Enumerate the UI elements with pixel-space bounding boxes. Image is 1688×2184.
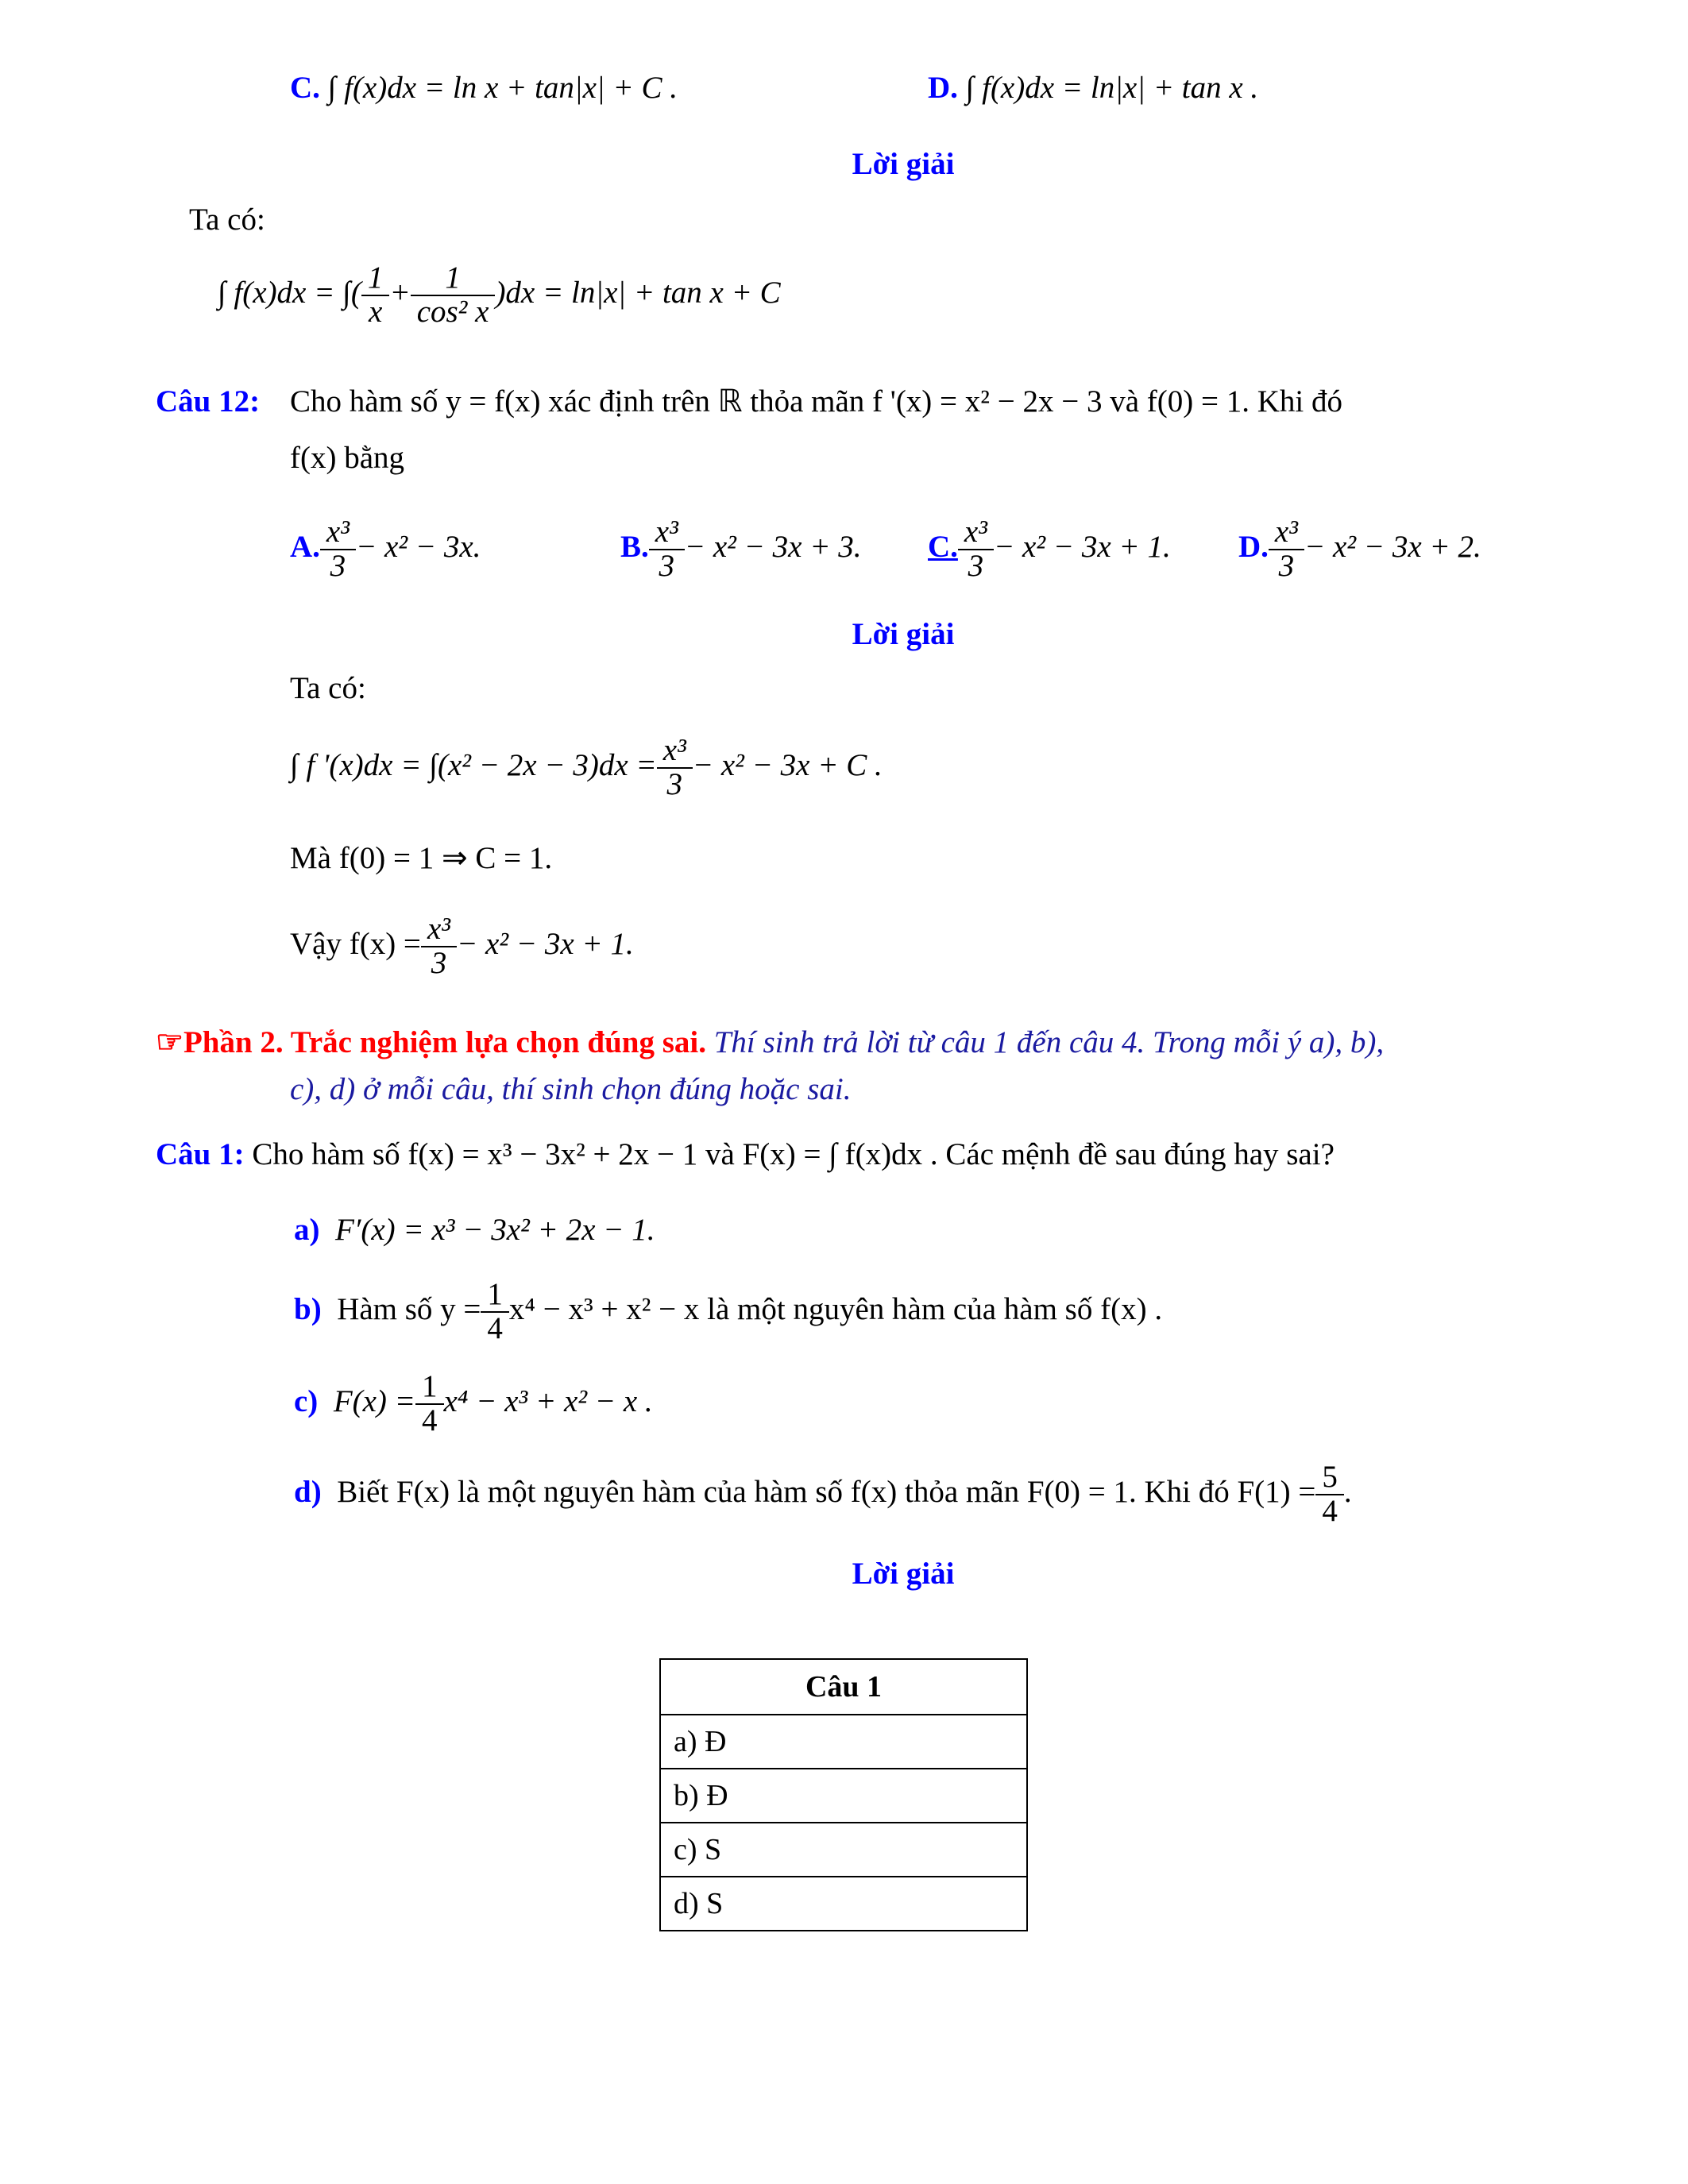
statement-c (294, 1371, 653, 1437)
option-label: B. (620, 529, 649, 564)
solution-equation (218, 262, 781, 329)
statement-text: Biết F(x) là một nguyên hàm của hàm số f(x) thỏa mãn F(0) = 1. Khi đó F(1) = (337, 1474, 1316, 1509)
plus-sign: + (389, 275, 411, 310)
option-c-correct (928, 516, 1171, 583)
statement-text: x⁴ − x³ + x² − x là một nguyên hàm của hàm số f(x) . (508, 1291, 1163, 1326)
table-header: Câu 1 (660, 1659, 1027, 1715)
denominator: 3 (657, 767, 693, 801)
numerator: 1 (445, 260, 461, 295)
solution-heading: Lời giải (852, 147, 955, 181)
numerator: x³ (326, 515, 350, 549)
fraction (365, 262, 387, 329)
solution-intro: Ta có: (290, 671, 366, 705)
equation-lhs: ∫ f '(x)dx = ∫(x² − 2x − 3)dx = (290, 747, 657, 782)
denominator: cos² x (411, 295, 496, 329)
pointing-hand-icon: ☞ (156, 1025, 183, 1059)
numerator: x³ (427, 912, 450, 946)
statement-label: d) (294, 1474, 322, 1509)
part-title: Phần 2. Trắc nghiệm lựa chọn đúng sai. (183, 1025, 706, 1059)
denominator: 3 (958, 549, 994, 583)
option-expression: ∫ f(x)dx = ln x + tan|x| + C . (327, 71, 678, 105)
statement-text: F(x) = (333, 1383, 415, 1418)
option-d (1238, 516, 1481, 583)
solution-line-2: Mà f(0) = 1 ⇒ C = 1. (290, 841, 553, 875)
denominator: 3 (649, 549, 685, 583)
option-expression: ∫ f(x)dx = ln|x| + tan x . (965, 71, 1259, 105)
option-a (290, 516, 481, 583)
numerator: x³ (1274, 515, 1298, 549)
numerator: 1 (367, 260, 384, 295)
option-d (928, 70, 1258, 107)
table-row (660, 1769, 1027, 1823)
part-instructions: Thí sinh trả lời từ câu 1 đến câu 4. Trong mỗi ý a), b), (713, 1025, 1385, 1059)
question-12-text-2: f(x) bằng (290, 441, 405, 475)
solution-heading: Lời giải (852, 1557, 955, 1591)
option-b (620, 516, 862, 583)
denominator: x (361, 295, 390, 329)
statement-a (294, 1212, 655, 1249)
option-label: C. (290, 71, 320, 105)
table-cell: c) S (660, 1823, 1027, 1877)
equation-lhs: ∫ f(x)dx = ∫( (218, 275, 361, 310)
part-2-heading (156, 1024, 1384, 1062)
statement-text: Hàm số y = (337, 1291, 481, 1326)
fraction (414, 262, 492, 329)
denominator: 3 (1269, 549, 1304, 583)
statement-label: c) (294, 1383, 319, 1418)
question-12 (156, 384, 260, 421)
question-text: Cho hàm số f(x) = x³ − 3x² + 2x − 1 và F(x) = ∫ f(x)dx . Các mệnh đề sau đúng hay sai? (252, 1137, 1335, 1171)
question-12-text: Cho hàm số y = f(x) xác định trên ℝ thỏa mãn f '(x) = x² − 2x − 3 và f(0) = 1. Khi đó (290, 384, 1342, 419)
option-label: D. (1238, 529, 1269, 564)
question-label: Câu 12: (156, 384, 261, 419)
option-c (290, 70, 678, 107)
option-label: D. (928, 71, 958, 105)
statement-label: b) (294, 1291, 322, 1326)
numerator: 5 (1322, 1460, 1338, 1494)
table-cell: b) Đ (660, 1769, 1027, 1823)
statement-label: a) (294, 1213, 320, 1247)
statement-text: x⁴ − x³ + x² − x . (443, 1383, 653, 1418)
table-row (660, 1823, 1027, 1877)
table-cell: d) S (660, 1877, 1027, 1931)
part-instructions-2: c), d) ở mỗi câu, thí sinh chọn đúng hoặc sai. (290, 1072, 852, 1106)
option-label: A. (290, 529, 320, 564)
table-row (660, 1877, 1027, 1931)
table-row (660, 1715, 1027, 1769)
solution-heading: Lời giải (852, 617, 955, 651)
numerator: x³ (964, 515, 987, 549)
numerator: x³ (662, 733, 686, 767)
denominator: 4 (1315, 1494, 1344, 1528)
equation-rhs: )dx = ln|x| + tan x + C (495, 275, 781, 310)
denominator: 4 (481, 1311, 509, 1345)
numerator: 1 (422, 1369, 438, 1403)
solution-line-3 (290, 913, 634, 980)
denominator: 3 (320, 549, 356, 583)
statement-text: . (1343, 1474, 1352, 1509)
option-expression: − x² − 3x. (355, 529, 481, 564)
statement-b (294, 1279, 1162, 1345)
statement-d (294, 1461, 1352, 1528)
equation-lhs: Vậy f(x) = (290, 926, 421, 961)
equation-rhs: − x² − 3x + C . (692, 747, 883, 782)
option-label: C. (928, 529, 958, 564)
option-expression: − x² − 3x + 2. (1304, 529, 1481, 564)
statement-text: F′(x) = x³ − 3x² + 2x − 1. (335, 1213, 655, 1247)
answer-table (659, 1658, 1028, 1931)
solution-line-1 (290, 735, 883, 801)
option-expression: − x² − 3x + 3. (684, 529, 862, 564)
question-1 (156, 1136, 1335, 1174)
table-cell: a) Đ (660, 1715, 1027, 1769)
question-label: Câu 1: (156, 1137, 245, 1171)
denominator: 4 (415, 1403, 444, 1437)
numerator: 1 (487, 1277, 503, 1311)
option-expression: − x² − 3x + 1. (993, 529, 1171, 564)
numerator: x³ (655, 515, 678, 549)
solution-intro: Ta có: (189, 203, 265, 237)
equation-rhs: − x² − 3x + 1. (456, 926, 634, 961)
denominator: 3 (421, 946, 457, 980)
